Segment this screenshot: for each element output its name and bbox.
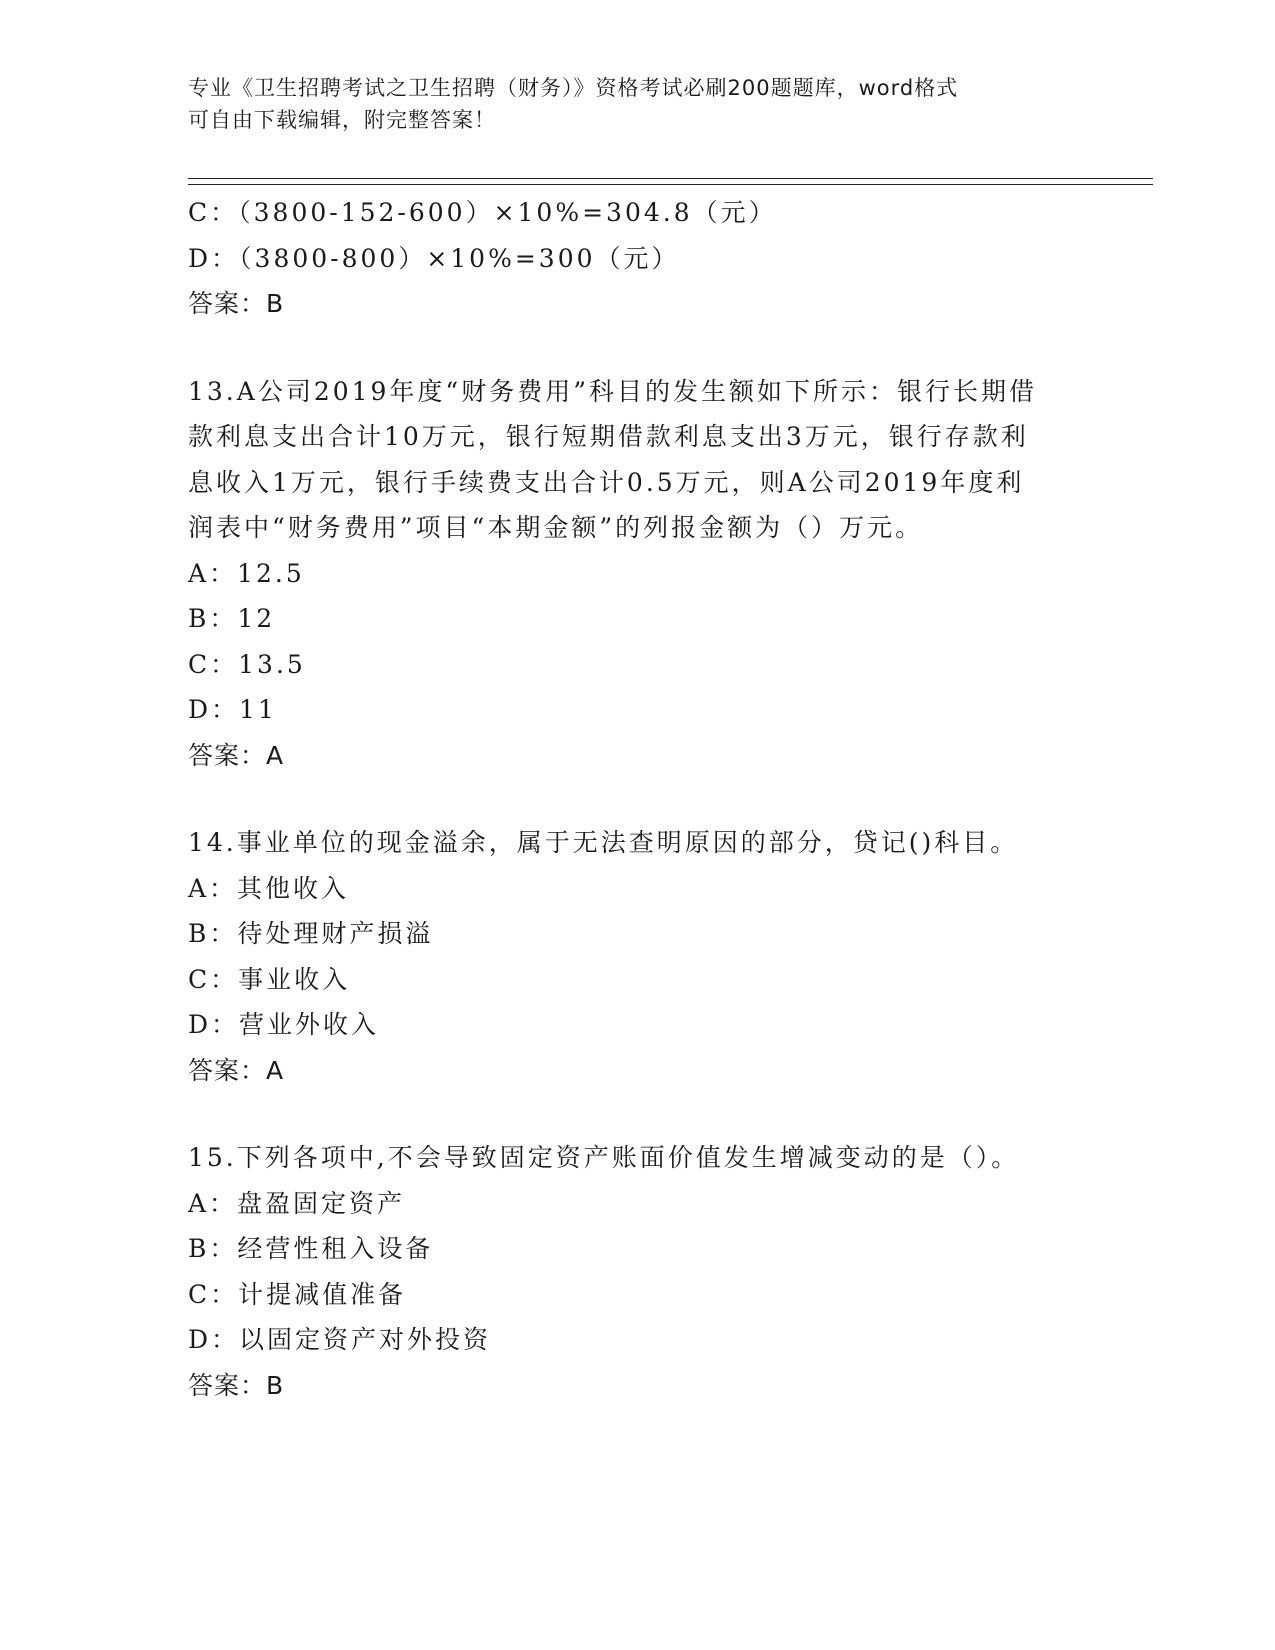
option-b: B：待处理财产损溢 [188,919,434,948]
header-divider-bottom [188,184,1153,185]
answer-line: 答案：A [188,1055,285,1085]
question-stem-line: 14.事业单位的现金溢余，属于无法查明原因的部分，贷记()科目。 [188,828,1019,857]
option-d: D：11 [188,695,277,724]
option-c: C：计提减值准备 [188,1279,407,1309]
document-body [188,190,1088,1408]
question-stem-line: 息收入1万元，银行手续费支出合计0.5万元，则A公司2019年度利 [188,467,1025,497]
question-stem-line: 润表中“财务费用”项目“本期金额”的列报金额为（）万元。 [188,513,924,542]
header-divider-top [188,178,1153,179]
answer-line: 答案：B [188,1370,285,1400]
question-14 [188,820,1088,1093]
option-b: B：经营性租入设备 [188,1234,434,1263]
question-stem-line: 15.下列各项中,不会导致固定资产账面价值发生增减变动的是（）。 [188,1143,1020,1172]
question-13 [188,369,1088,779]
option-c: C：事业收入 [188,964,351,994]
header-title-line-2: 可自由下载编辑，附完整答案！ [188,108,496,132]
previous-question-tail [188,190,1088,327]
question-stem-line: 款利息支出合计10万元，银行短期借款利息支出3万元，银行存款利 [188,422,1029,451]
option-b: B：12 [188,604,276,633]
question-15 [188,1135,1088,1408]
answer-line: 答案：A [188,740,285,770]
option-a: A：其他收入 [188,873,350,903]
header-title-line-1: 专业《卫生招聘考试之卫生招聘（财务）》资格考试必刷200题题库，word格式 [188,76,959,100]
option-d: D：营业外收入 [188,1010,380,1039]
option-d: D：以固定资产对外投资 [188,1325,492,1354]
option-a: A：盘盈固定资产 [188,1188,406,1218]
option-c: C：（3800-152-600）×10%=304.8（元） [188,198,777,227]
document-header [188,72,1068,136]
option-a: A：12.5 [188,558,305,588]
option-c: C：13.5 [188,649,306,679]
answer-line: 答案：B [188,289,285,318]
option-d: D：（3800-800）×10%=300（元） [188,243,680,273]
question-stem-line: 13.A公司2019年度“财务费用”科目的发生额如下所示：银行长期借 [188,376,1037,406]
